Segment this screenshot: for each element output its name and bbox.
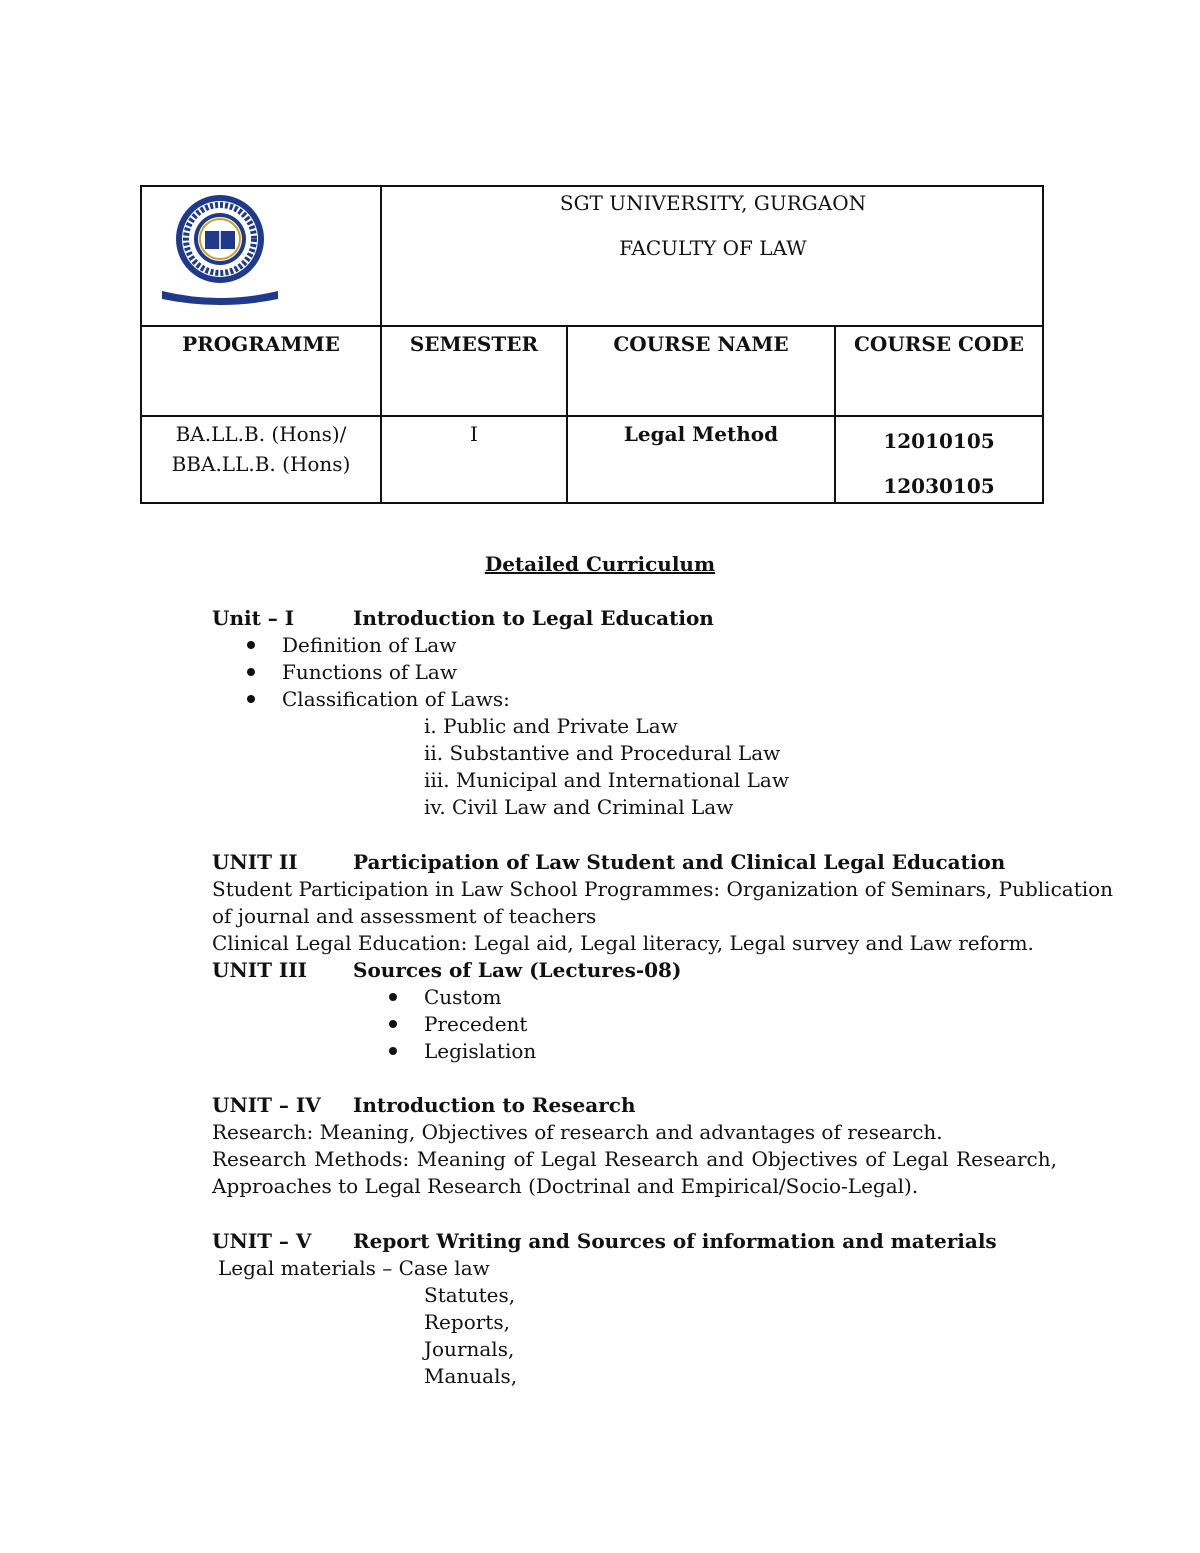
list-item: Statutes, <box>424 1283 516 1307</box>
bullet-icon <box>247 695 255 703</box>
course-code-line: 12030105 <box>883 474 995 498</box>
list-item: Custom <box>424 985 502 1009</box>
unit1-title: Introduction to Legal Education <box>353 606 714 630</box>
unit2-label: UNIT II <box>212 850 298 874</box>
university-seal-logo <box>142 187 382 327</box>
course-code-value <box>836 419 1042 509</box>
semester-value: I <box>470 422 478 446</box>
sub-list-item: iii. Municipal and International Law <box>424 768 789 792</box>
paragraph-line: Research: Meaning, Objectives of research and advantages of research. <box>212 1120 943 1144</box>
logo-cell <box>142 187 382 327</box>
list-item: Legislation <box>424 1039 537 1063</box>
list-item: Journals, <box>424 1337 515 1361</box>
unit4-title: Introduction to Research <box>353 1093 636 1117</box>
programme-line: BA.LL.B. (Hons)/ <box>175 422 347 446</box>
paragraph-line: Student Participation in Law School Programmes: Organization of Seminars, Publication <box>212 877 1114 901</box>
sub-list-item: ii. Substantive and Procedural Law <box>424 741 781 765</box>
university-name: SGT UNIVERSITY, GURGAON <box>559 191 867 215</box>
unit5-title: Report Writing and Sources of information and materials <box>353 1229 997 1253</box>
course-header-table <box>140 185 1044 504</box>
paragraph-line: Legal materials – Case law <box>218 1256 490 1280</box>
column-header-course-name: COURSE NAME <box>613 332 789 356</box>
column-header-programme: PROGRAMME <box>182 332 340 356</box>
bullet-icon <box>389 1020 397 1028</box>
bullet-icon <box>389 1047 397 1055</box>
list-item: Definition of Law <box>282 633 457 657</box>
curriculum-title: Detailed Curriculum <box>484 552 716 576</box>
paragraph-line: Research Methods: Meaning of Legal Research and Objectives of Legal Research, <box>212 1147 1057 1171</box>
list-item: Reports, <box>424 1310 510 1334</box>
paragraph-line: of journal and assessment of teachers <box>212 904 597 928</box>
unit1-label: Unit – I <box>212 606 295 630</box>
unit4-label: UNIT – IV <box>212 1093 321 1117</box>
list-item: Precedent <box>424 1012 528 1036</box>
list-item: Manuals, <box>424 1364 518 1388</box>
bullet-icon <box>247 668 255 676</box>
column-header-course-code: COURSE CODE <box>854 332 1024 356</box>
unit2-title: Participation of Law Student and Clinical Legal Education <box>353 850 1006 874</box>
title-cell <box>384 187 1042 327</box>
sub-list-item: iv. Civil Law and Criminal Law <box>424 795 734 819</box>
sub-list-item: i. Public and Private Law <box>424 714 678 738</box>
paragraph-line: Clinical Legal Education: Legal aid, Legal literacy, Legal survey and Law reform. <box>212 931 1034 955</box>
programme-value <box>142 419 380 479</box>
unit3-title: Sources of Law (Lectures-08) <box>353 958 682 982</box>
programme-line: BBA.LL.B. (Hons) <box>171 452 351 476</box>
list-item: Functions of Law <box>282 660 457 684</box>
table-divider <box>142 415 1042 417</box>
bullet-icon <box>247 641 255 649</box>
bullet-icon <box>389 993 397 1001</box>
faculty-name: FACULTY OF LAW <box>619 236 807 260</box>
list-item: Classification of Laws: <box>282 687 510 711</box>
column-header-semester: SEMESTER <box>409 332 539 356</box>
unit5-label: UNIT – V <box>212 1229 312 1253</box>
paragraph-line: Approaches to Legal Research (Doctrinal and Empirical/Socio-Legal). <box>212 1174 919 1198</box>
course-name-value: Legal Method <box>623 422 779 446</box>
unit3-label: UNIT III <box>212 958 307 982</box>
course-code-line: 12010105 <box>883 429 995 453</box>
